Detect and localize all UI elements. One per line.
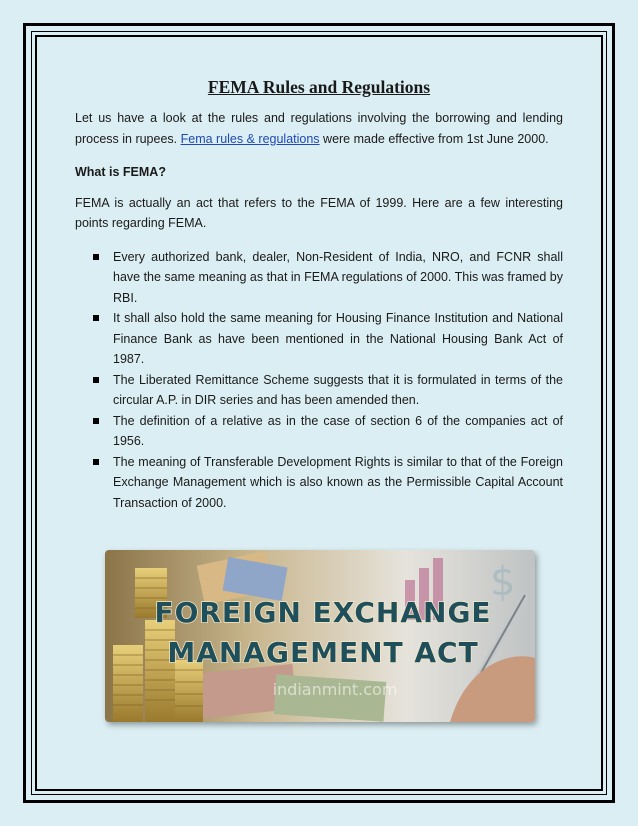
banner-watermark: indianmint.com	[272, 680, 398, 699]
square-bullet-icon	[93, 459, 99, 465]
list-item: The definition of a relative as in the case of section 6 of the companies act of 1956.	[113, 411, 563, 452]
document-title: FEMA Rules and Regulations	[207, 77, 431, 97]
square-bullet-icon	[93, 315, 99, 321]
fema-banner-image	[105, 550, 535, 722]
section-heading: What is FEMA?	[75, 165, 166, 179]
list-item: It shall also hold the same meaning for Housing Finance Institution and National Finance Bank as have been mentioned in the National Housing Bank Act of 1987.	[113, 308, 563, 370]
dollar-sign-icon: $	[490, 559, 516, 605]
fema-rules-link[interactable]: Fema rules & regulations	[180, 131, 320, 146]
list-item: Every authorized bank, dealer, Non-Resident of India, NRO, and FCNR shall have the same meaning as that in FEMA regulations of 2000. This was framed by RBI.	[113, 247, 563, 309]
banner-line-1: FOREIGN EXCHANGE	[154, 596, 492, 629]
list-item: The Liberated Remittance Scheme suggests that it is formulated in terms of the circular A.P. in DIR series and has been amended then.	[113, 370, 563, 411]
intro-paragraph: Let us have a look at the rules and regulations involving the borrowing and lending process in rupees. Fema rules & regulations were made effective from 1st June 2000.	[75, 111, 563, 146]
section-paragraph: FEMA is actually an act that refers to the FEMA of 1999. Here are a few interesting points regarding FEMA.	[75, 195, 563, 230]
square-bullet-icon	[93, 377, 99, 383]
square-bullet-icon	[93, 418, 99, 424]
document-body	[75, 76, 563, 513]
banner-line-2: MANAGEMENT ACT	[167, 636, 479, 669]
bullet-list	[75, 247, 563, 514]
square-bullet-icon	[93, 254, 99, 260]
list-item: The meaning of Transferable Development Rights is similar to that of the Foreign Exchange Management which is also known as the Permissible Capital Account Transaction of 2000.	[113, 452, 563, 514]
